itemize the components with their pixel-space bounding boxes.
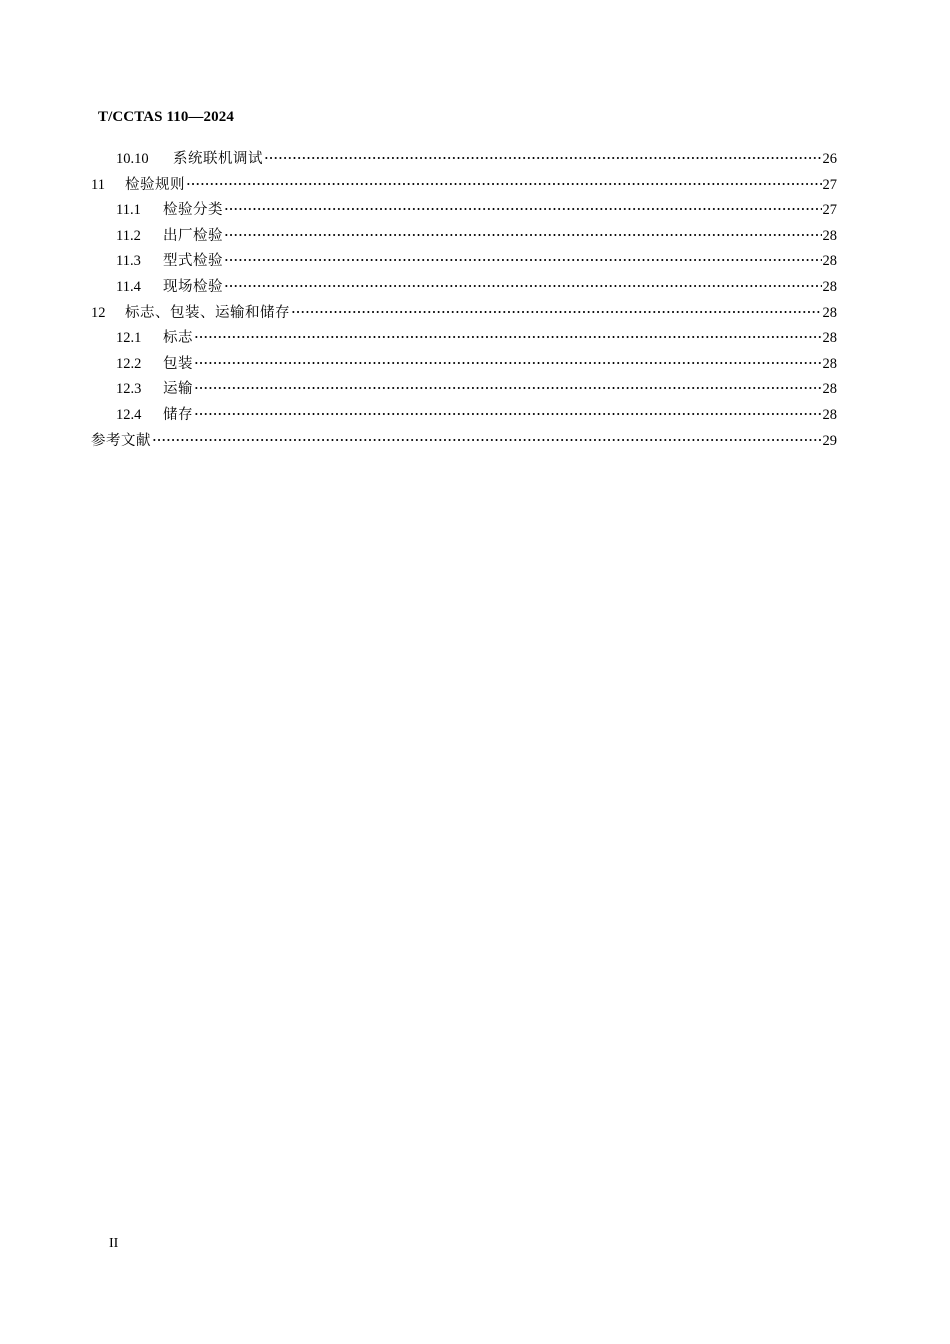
toc-page-number: 28 [822,406,837,423]
toc-number: 11.2 [116,227,141,244]
toc-page-number: 28 [822,304,837,321]
toc-page-number: 29 [822,432,837,449]
toc-entry-11-2[interactable] [91,224,837,250]
toc-entry-11-1[interactable] [91,198,837,224]
dot-leader [152,439,822,441]
toc-title: 现场检验 [163,278,223,295]
toc-entry-references[interactable] [91,429,837,455]
toc-page-number: 28 [822,227,837,244]
toc-page-number: 27 [822,176,837,193]
dot-leader [224,208,822,210]
toc-entry-12-1[interactable] [91,326,837,352]
toc-title: 运输 [163,381,193,398]
toc-title: 型式检验 [163,253,223,270]
toc-entry-11-3[interactable] [91,249,837,275]
toc-number: 11 [91,176,105,193]
toc-number: 12.2 [116,355,142,372]
table-of-contents [91,147,837,454]
document-code-header: T/CCTAS 110—2024 [98,109,234,125]
dot-leader [194,362,822,364]
toc-number: 12.4 [116,406,142,423]
toc-number: 12.1 [116,330,142,347]
dot-leader [194,336,822,338]
dot-leader [194,413,822,415]
dot-leader [224,285,822,287]
toc-entry-11[interactable] [91,173,837,199]
toc-number: 11.1 [116,202,141,219]
toc-title: 检验分类 [163,202,223,219]
toc-title: 包装 [163,355,193,372]
toc-title: 系统联机调试 [173,151,263,167]
dot-leader [224,234,822,236]
toc-page-number: 28 [822,381,837,398]
toc-entry-10-10[interactable] [91,147,837,173]
toc-entry-12-3[interactable] [91,377,837,403]
dot-leader [224,259,822,261]
toc-entry-12-2[interactable] [91,352,837,378]
toc-title: 储存 [163,406,193,423]
dot-leader [194,387,822,389]
toc-title: 参考文献 [91,432,151,449]
toc-entry-11-4[interactable] [91,275,837,301]
dot-leader [264,157,822,159]
toc-title: 标志、包装、运输和储存 [125,304,290,321]
dot-leader [291,311,822,313]
toc-entry-12-4[interactable] [91,403,837,429]
dot-leader [186,183,822,185]
toc-page-number: 27 [822,202,837,219]
toc-title: 标志 [163,330,193,347]
toc-page-number: 28 [822,355,837,372]
toc-title: 出厂检验 [163,227,223,244]
toc-page-number: 28 [822,330,837,347]
toc-title: 检验规则 [125,176,185,193]
toc-number: 12.3 [116,381,142,398]
page-number-footer: II [109,1236,119,1251]
toc-entry-12[interactable] [91,301,837,327]
toc-number: 11.3 [116,253,141,270]
toc-number: 10.10 [116,151,149,167]
toc-number: 11.4 [116,278,141,295]
toc-page-number: 28 [822,278,837,295]
toc-number: 12 [91,304,106,321]
toc-page-number: 28 [822,253,837,270]
toc-page-number: 26 [822,151,837,167]
